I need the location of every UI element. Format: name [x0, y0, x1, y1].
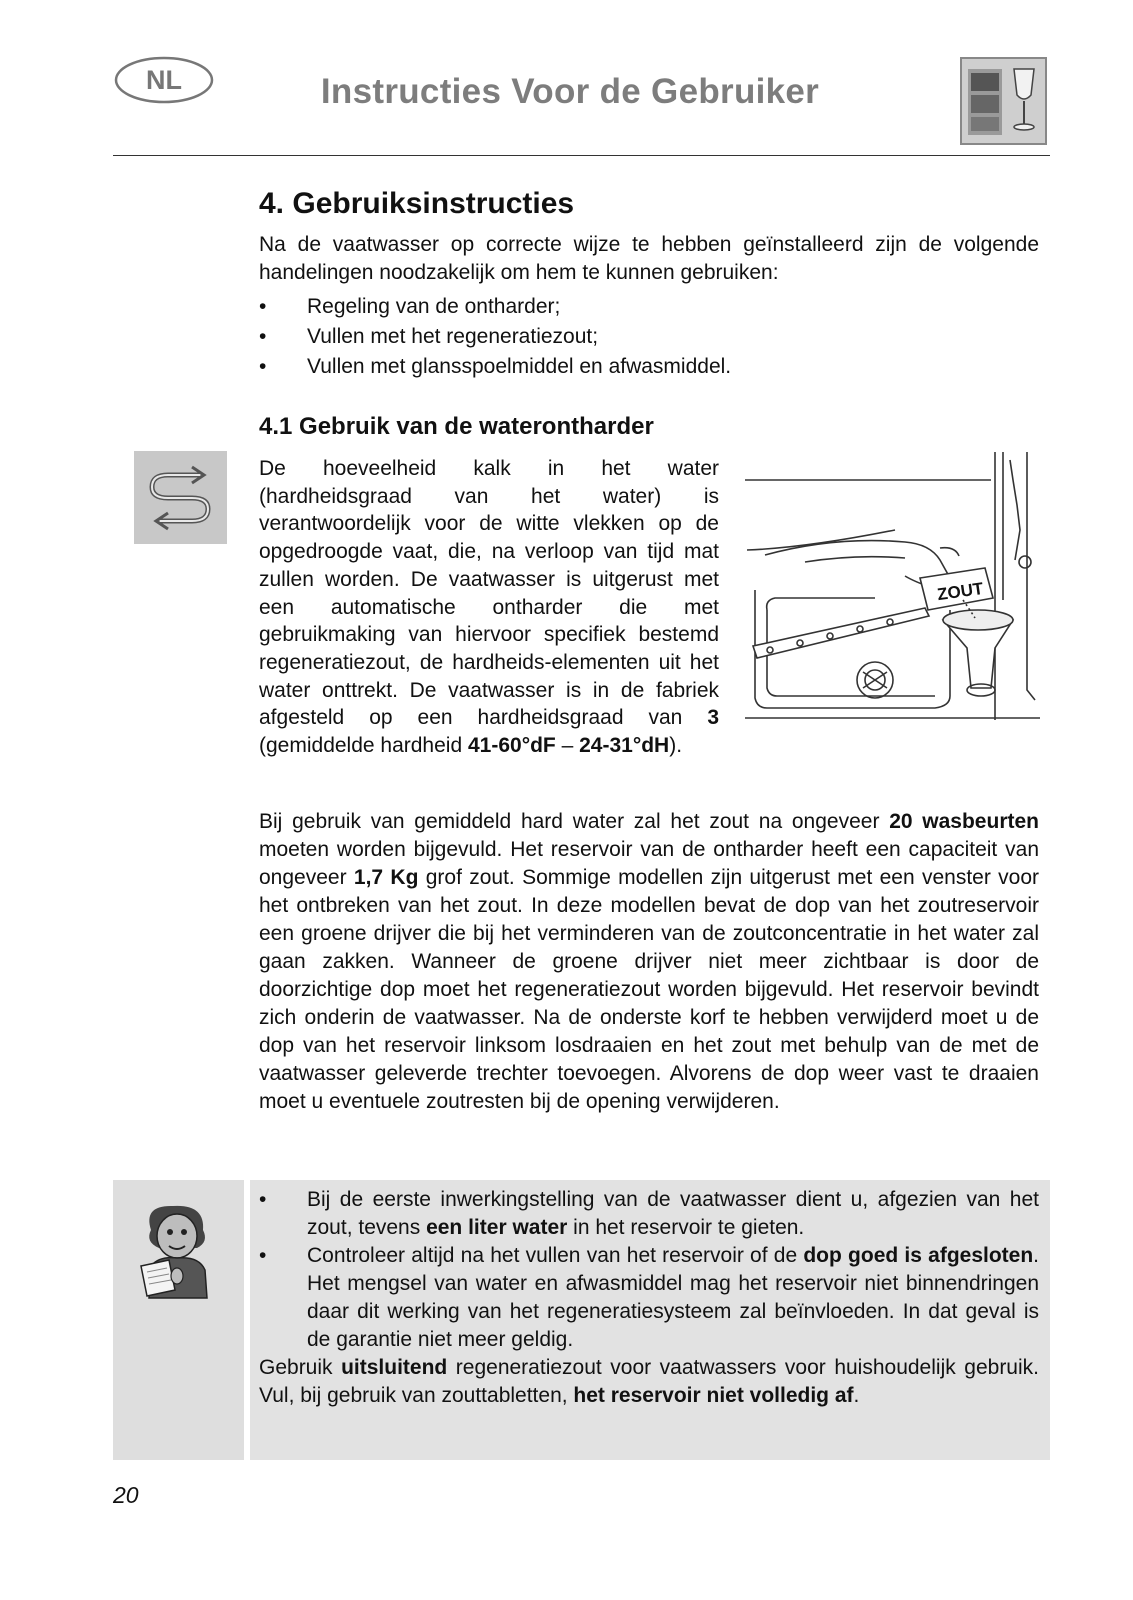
note-list — [259, 1186, 1039, 1354]
list-item: • Controleer altijd na het vullen van het reservoir of de dop goed is afgesloten. Het mengsel van water en afwasmiddel mag het reservoir niet binnendringen daar dit werking van het regeneratiesysteem zal beïnvloeden. In dat geval is de garantie niet meer geldig. — [259, 1244, 1040, 1351]
softener-paragraph: De hoeveelheid kalk in het water (hardheidsgraad van het water) is verantwoordelijk voor de witte vlekken op de opgedroogde vaat, die, na verloop van tijd mat zullen worden. De vaatwasser is uitgerust met een automatische ontharder die met gebruikmaking van hiervoor specifiek bestemd regeneratiezout, de hardheids-elementen uit het water onttrekt. De vaatwasser is in de fabriek afgesteld op een hardheidsgraad van 3 (gemiddelde hardheid 41-60°dF – 24-31°dH). — [259, 457, 719, 758]
page-number: 20 — [113, 1482, 139, 1508]
language-badge — [113, 55, 215, 105]
language-badge-text: NL — [146, 65, 182, 95]
page-header-title: Instructies Voor de Gebruiker — [320, 72, 820, 111]
note-box — [250, 1180, 1050, 1460]
salt-refill-paragraph: Bij gebruik van gemiddeld hard water zal het zout na ongeveer 20 wasbeurten moeten worden bijgevuld. Het reservoir van de ontharder heeft een capaciteit van ongeveer 1,7 Kg grof zout. Sommige modellen zijn uitgerust met een venster voor het ontbreken van het zout. In deze modellen bevat de dop van het zoutreservoir een groene drijver die bij het verminderen van de zoutconcentratie in het water zal gaan zakken. Wanneer de groene drijver niet meer zichtbaar is door de doorzichtige dop moet het regeneratiezout worden bijgevuld. Het reservoir bevindt zich onderin de vaatwasser. Na de onderste korf te hebben verwijderd moet u de dop van het reservoir linksom losdraaien en het zout met behulp van de met de vaatwasser geleverde trechter toevoegen. Alvorens de dop weer vast te draaien moet u eventuele zoutresten bij de opening verwijderen. — [259, 810, 1040, 1113]
subsection-heading: 4.1 Gebruik van de waterontharder — [259, 413, 654, 440]
note-content — [259, 1186, 1039, 1410]
note-paragraph: Gebruik uitsluitend regeneratiezout voor vaatwassers voor huishoudelijk gebruik. Vul, bij gebruik van zouttabletten, het reservoir niet volledig af. — [259, 1356, 1039, 1407]
dishwasher-glass-icon — [960, 57, 1047, 145]
list-item: • Vullen met glansspoelmiddel en afwasmiddel. — [259, 355, 732, 378]
list-item: • Regeling van de ontharder; — [259, 295, 561, 318]
requirements-list — [259, 292, 1039, 382]
person-reading-icon — [133, 1200, 223, 1300]
salt-label: ZOUT — [935, 578, 985, 605]
list-item: • Vullen met het regeneratiezout; — [259, 325, 599, 348]
salt-filling-illustration — [745, 450, 1040, 730]
s-arrows-icon — [134, 451, 227, 544]
intro-paragraph: Na de vaatwasser op correcte wijze te hebben geïnstalleerd zijn de volgende handelingen noodzakelijk om hem te kunnen gebruiken: — [259, 233, 1039, 284]
header-divider — [113, 155, 1050, 156]
section-heading: 4. Gebruiksinstructies — [259, 187, 575, 220]
list-item: • Bij de eerste inwerkingstelling van de vaatwasser dient u, afgezien van het zout, tevens een liter water in het reservoir te gieten. — [259, 1188, 1039, 1239]
